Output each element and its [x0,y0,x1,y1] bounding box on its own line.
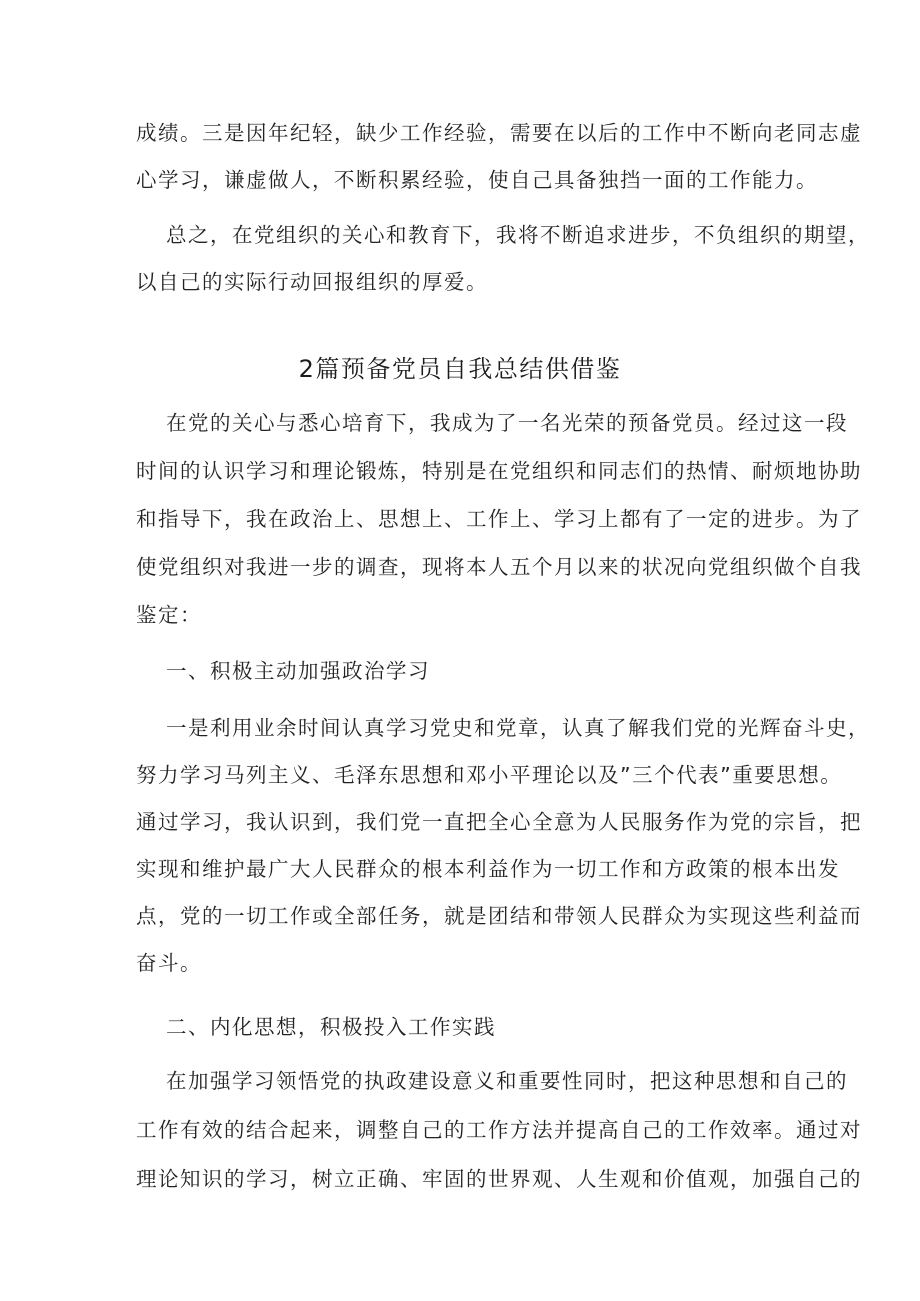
section-1-paragraph-line-4: 实现和维护最广大人民群众的根本利益作为一切工作和方政策的根本出发 [136,857,840,881]
section-2-paragraph-line-2: 工作有效的结合起来，调整自己的工作方法并提高自己的工作效率。通过对 [136,1118,862,1142]
section-1-paragraph-line-3: 通过学习，我认识到，我们党一直把全心全意为人民服务作为党的宗旨，把 [136,810,862,834]
intro-paragraph-2-line-2: 以自己的实际行动回报组织的厚爱。 [136,270,488,294]
intro-paragraph-1-line-1: 成绩。三是因年纪轻，缺少工作经验，需要在以后的工作中不断向老同志虚 [136,121,862,145]
body-paragraph-1-line-4: 使党组织对我进一步的调查，现将本人五个月以来的状况向党组织做个自我 [136,555,862,579]
body-paragraph-1-line-2: 时间的认识学习和理论锻炼，特别是在党组织和同志们的热情、耐烦地协助 [136,459,862,483]
body-paragraph-1-line-1: 在党的关心与悉心培育下，我成为了一名光荣的预备党员。经过这一段 [166,411,848,435]
section-2-paragraph-line-3: 理论知识的学习，树立正确、牢固的世界观、人生观和价值观，加强自己的 [136,1167,862,1191]
section-2-paragraph-line-1: 在加强学习领悟党的执政建设意义和重要性同时，把这种思想和自己的 [166,1069,848,1093]
section-1-paragraph-line-6: 奋斗。 [136,951,202,975]
section-1-paragraph-line-1: 一是利用业余时间认真学习党史和党章，认真了解我们党的光辉奋斗史， [166,716,870,740]
intro-paragraph-1-line-2: 心学习，谦虚做人，不断积累经验，使自己具备独挡一面的工作能力。 [136,168,818,192]
section-2-heading: 二、内化思想，积极投入工作实践 [166,1015,496,1039]
section-1-paragraph-line-2: 努力学习马列主义、毛泽东思想和邓小平理论以及”三个代表”重要思想。 [136,763,843,787]
intro-paragraph-2-line-1: 总之，在党组织的关心和教育下，我将不断追求进步，不负组织的期望， [166,223,870,247]
section-1-paragraph-line-5: 点，党的一切工作或全部任务，就是团结和带领人民群众为实现这些利益而 [136,904,862,928]
section-1-heading: 一、积极主动加强政治学习 [166,659,430,683]
body-paragraph-1-line-5: 鉴定： [136,603,202,627]
body-paragraph-1-line-3: 和指导下，我在政治上、思想上、工作上、学习上都有了一定的进步。为了 [136,507,862,531]
document-title: 2篇预备党员自我总结供借鉴 [298,355,622,383]
